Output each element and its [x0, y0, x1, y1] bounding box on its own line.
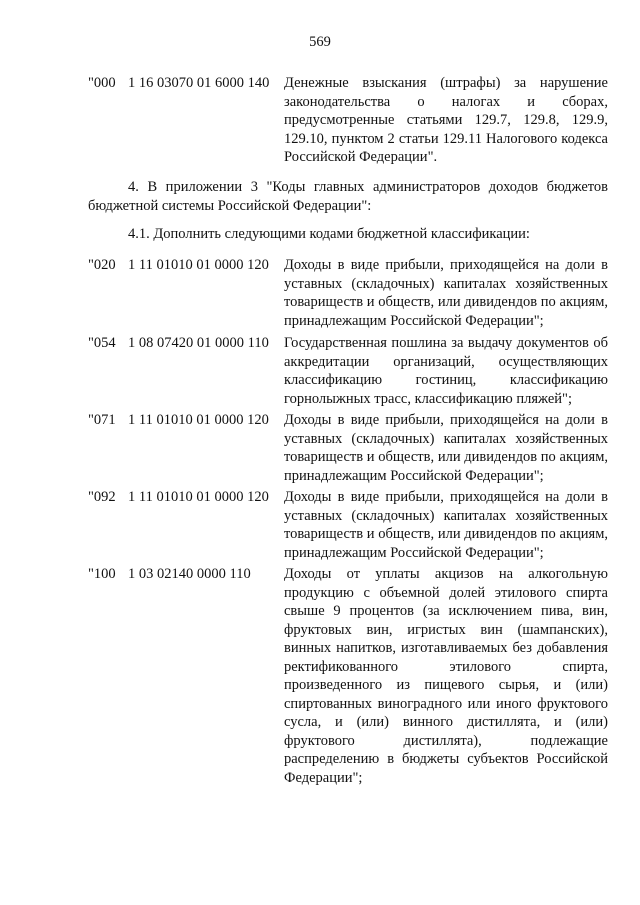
budget-code: 1 16 03070 01 6000 140: [128, 75, 270, 91]
admin-code: "092: [88, 489, 116, 505]
budget-code: 1 11 01010 01 0000 120: [128, 257, 269, 273]
page-number: 569: [309, 34, 331, 50]
classification-entry-071: [88, 411, 608, 487]
classification-entry-000: [88, 74, 608, 165]
admin-code: "100: [88, 566, 116, 582]
budget-code: 1 03 02140 0000 110: [128, 566, 251, 582]
classification-entry-100: [88, 565, 608, 795]
budget-code: 1 08 07420 01 0000 110: [128, 335, 269, 351]
classification-entry-020: [88, 256, 608, 332]
classification-entry-092: [88, 488, 608, 564]
admin-code: "054: [88, 335, 116, 351]
paragraph-4-1: 4.1. Дополнить следующими кодами бюджетной классификации:: [128, 226, 530, 242]
entry-description: Денежные взыскания (штрафы) за нарушение законодательства о налогах и сборах, предусмотренные статьями 129.7, 129.8, 129.9, 129.10, пунктом 2 статьи 129.11 Налогового кодекса Российской Федерации".: [284, 75, 608, 165]
admin-code: "020: [88, 257, 116, 273]
budget-code: 1 11 01010 01 0000 120: [128, 489, 269, 505]
entry-description: Доходы от уплаты акцизов на алкогольную продукцию с объемной долей этилового спирта свыше 9 процентов (за исключением пива, вин, фруктовых вин, игристых вин (шампанских), винных напитков, изготавливаемых без добавления ректификованного этилового спирта, произведенного из пищевого сырья, и (или) спиртованных виноградного или иного фруктового сусла, и (или) винного дистиллята, и (или) фруктового дистиллята), подлежащие распределению в бюджеты субъектов Российской Федерации";: [284, 566, 608, 786]
classification-entry-054: [88, 334, 608, 410]
entry-description: Доходы в виде прибыли, приходящейся на доли в уставных (складочных) капиталах хозяйственных товариществ и обществ, или дивидендов по акциям, принадлежащим Российской Федерации";: [284, 257, 608, 329]
admin-code: "000: [88, 75, 116, 91]
entry-description: Доходы в виде прибыли, приходящейся на доли в уставных (складочных) капиталах хозяйственных товариществ и обществ, или дивидендов по акциям, принадлежащим Российской Федерации";: [284, 412, 608, 484]
entry-description: Доходы в виде прибыли, приходящейся на доли в уставных (складочных) капиталах хозяйственных товариществ и обществ, или дивидендов по акциям, принадлежащим Российской Федерации";: [284, 489, 608, 561]
paragraph-4: 4. В приложении 3 "Коды главных администраторов доходов бюджетов бюджетной системы Российской Федерации":: [88, 179, 608, 214]
admin-code: "071: [88, 412, 116, 428]
budget-code: 1 11 01010 01 0000 120: [128, 412, 269, 428]
entry-description: Государственная пошлина за выдачу документов об аккредитации организаций, осуществляющих классификацию гостиниц, классификацию горнолыжных трасс, классификацию пляжей";: [284, 335, 608, 407]
